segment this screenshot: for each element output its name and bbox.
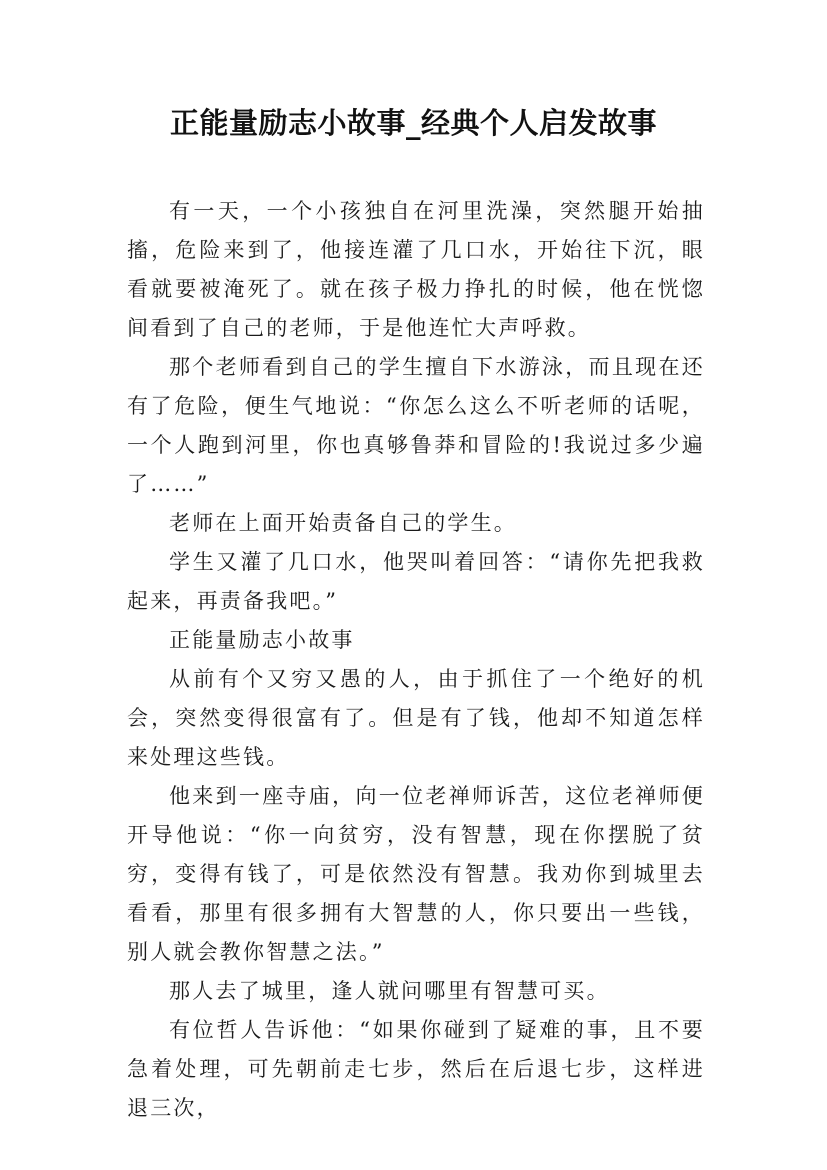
paragraph: 有一天，一个小孩独自在河里洗澡，突然腿开始抽搐，危险来到了，他接连灌了几口水，开始往下沉，眼看就要被淹死了。就在孩子极力挣扎的时候，他在恍惚间看到了自己的老师，于是他连忙大声呼救。 (127, 199, 705, 340)
paragraph: 他来到一座寺庙，向一位老禅师诉苦，这位老禅师便开导他说：“你一向贫穷，没有智慧，现在你摆脱了贫穷，变得有钱了，可是依然没有智慧。我劝你到城里去看看，那里有很多拥有大智慧的人，你只要出一些钱，别人就会教你智慧之法。” (127, 784, 705, 964)
document-title: 正能量励志小故事_经典个人启发故事 (169, 106, 657, 140)
paragraph: 有位哲人告诉他：“如果你碰到了疑难的事，且不要急着处理，可先朝前走七步，然后在后退七步，这样进退三次， (127, 1018, 705, 1120)
section-heading: 正能量励志小故事 (169, 628, 355, 652)
paragraph: 那人去了城里，逢人就问哪里有智慧可买。 (169, 979, 610, 1003)
paragraph: 从前有个又穷又愚的人，由于抓住了一个绝好的机会，突然变得很富有了。但是有了钱，他却不知道怎样来处理这些钱。 (127, 667, 705, 769)
paragraph: 老师在上面开始责备自己的学生。 (169, 511, 517, 535)
paragraph: 学生又灌了几口水，他哭叫着回答：“请你先把我救起来，再责备我吧。” (127, 550, 705, 613)
document-body (127, 192, 705, 1128)
paragraph: 那个老师看到自己的学生擅自下水游泳，而且现在还有了危险，便生气地说：“你怎么这么不听老师的话呢，一个人跑到河里，你也真够鲁莽和冒险的!我说过多少遍了……” (127, 355, 705, 496)
